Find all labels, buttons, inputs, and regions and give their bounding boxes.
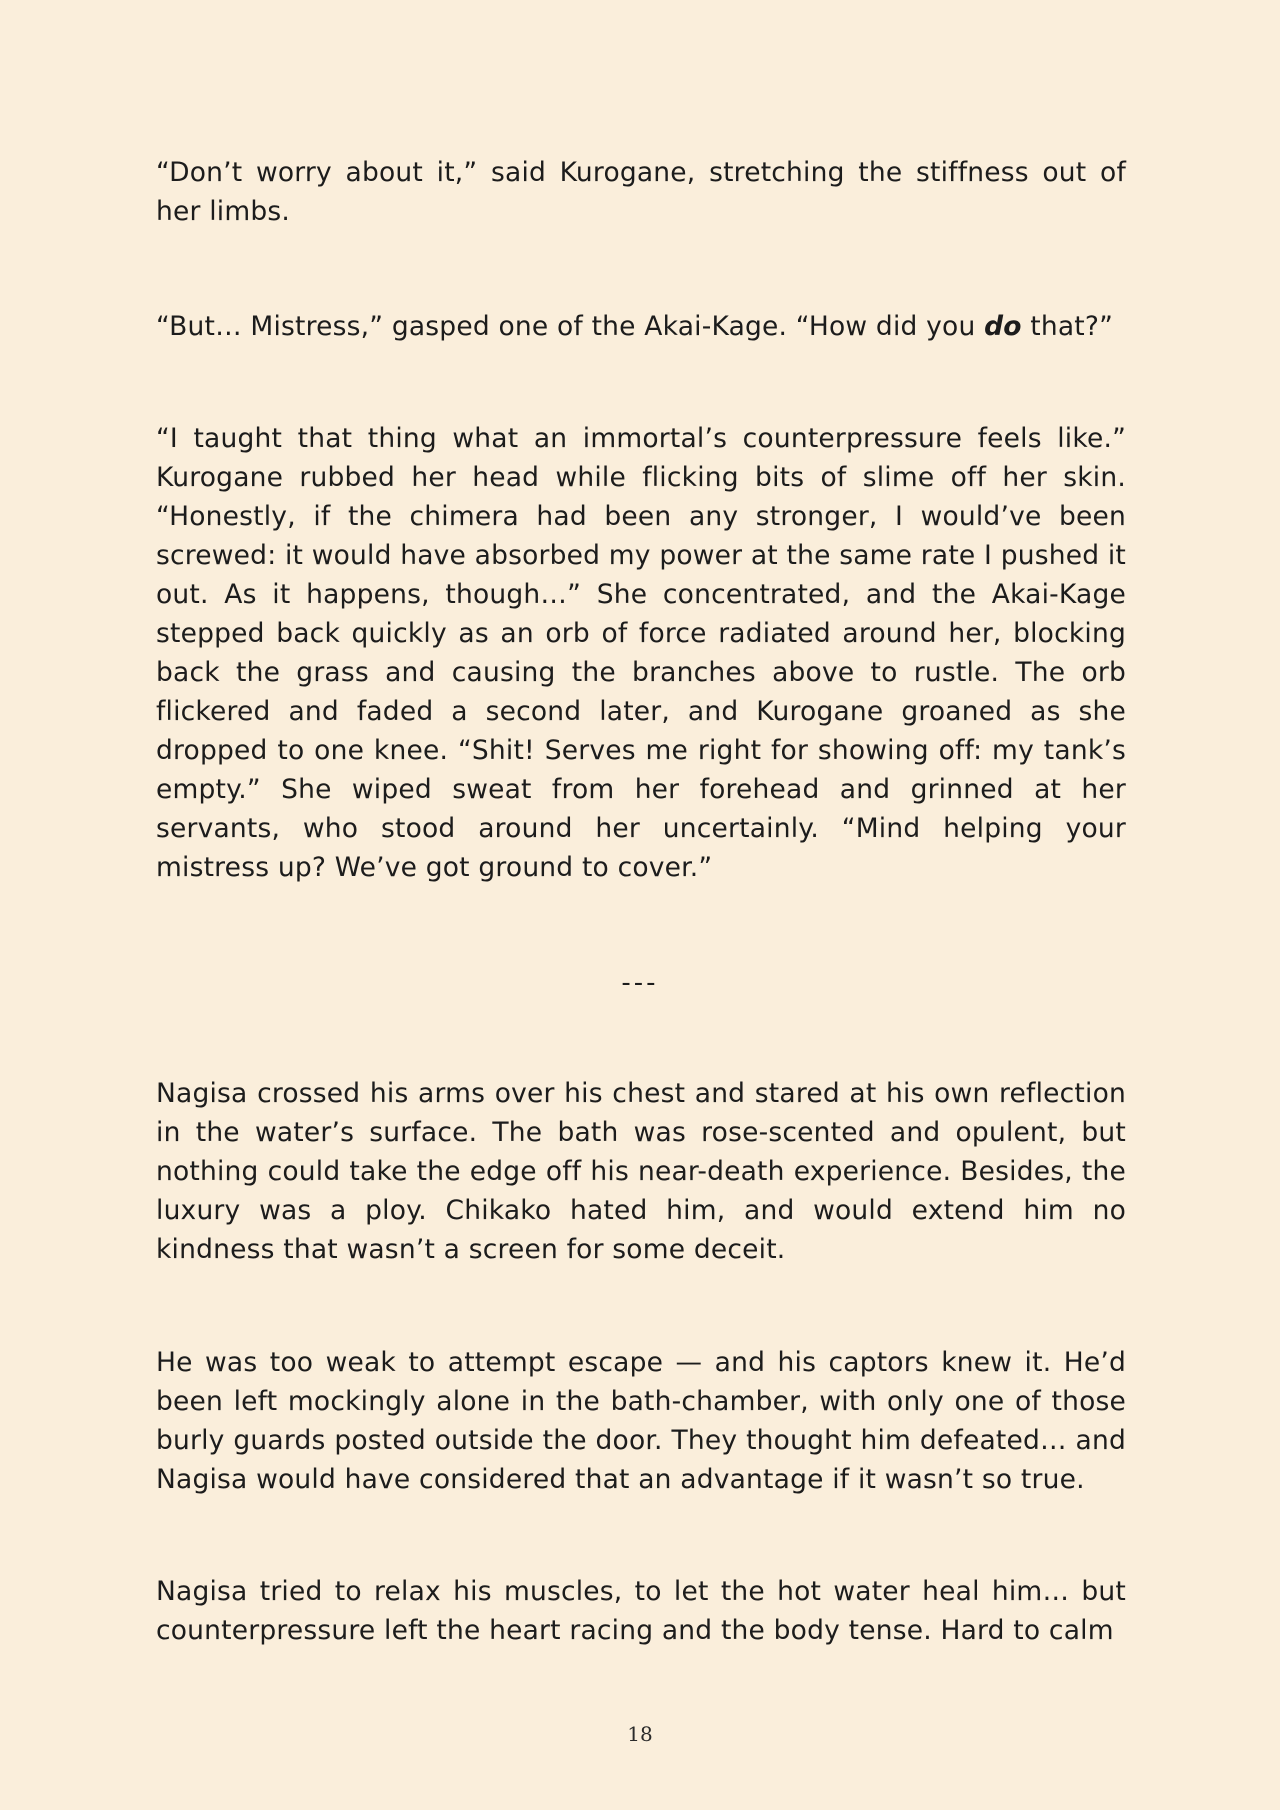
paragraph-3: “I taught that thing what an immortal’s counterpressure feels like.” Kurogane rubbed her head while flicking bits of slime off her skin. “Honestly, if the chimera had been any stronger, I would’ve been screwed: it would have absorbed my power at the same rate I pushed it out. As it happens, though…” She concentrated, and the Akai-Kage stepped back quickly as an orb of force radiated around her, blocking back the grass and causing the branches above to rustle. The orb flickered and faded a second later, and Kurogane groaned as she dropped to one knee. “Shit! Serves me right for showing off: my tank’s empty.” She wiped sweat from her forehead and grinned at her servants, who stood around her uncertainly. “Mind helping your mistress up? We’ve got ground to cover.” <box>156 423 1127 883</box>
paragraph-2-after: that?” <box>1021 311 1114 342</box>
paragraph-2-before: “But… Mistress,” gasped one of the Akai-Kage. “How did you <box>156 311 985 342</box>
scene-break: --- <box>621 968 659 998</box>
paragraph-1: “Don’t worry about it,” said Kurogane, stretching the stiffness out of her limbs. <box>156 157 1126 227</box>
paragraph-5: He was too weak to attempt escape — and his captors knew it. He’d been left mockingly alone in the bath-chamber, with only one of those burly guards posted outside the door. They thought him defeated… and Nagisa would have considered that an advantage if it wasn’t so true. <box>156 1347 1126 1495</box>
paragraph-6: Nagisa tried to relax his muscles, to let the hot water heal him… but counterpressure left the heart racing and the body tense. Hard to calm <box>156 1576 1126 1646</box>
paragraph-4: Nagisa crossed his arms over his chest and stared at his own reflection in the water’s surface. The bath was rose-scented and opulent, but nothing could take the edge off his near-death experience. Besides, the luxury was a ploy. Chikako hated him, and would extend him no kindness that wasn’t a screen for some deceit. <box>156 1078 1126 1265</box>
paragraph-2 <box>156 307 1126 346</box>
page-number: 18 <box>627 1722 653 1746</box>
emphasis-do: do <box>984 311 1022 342</box>
